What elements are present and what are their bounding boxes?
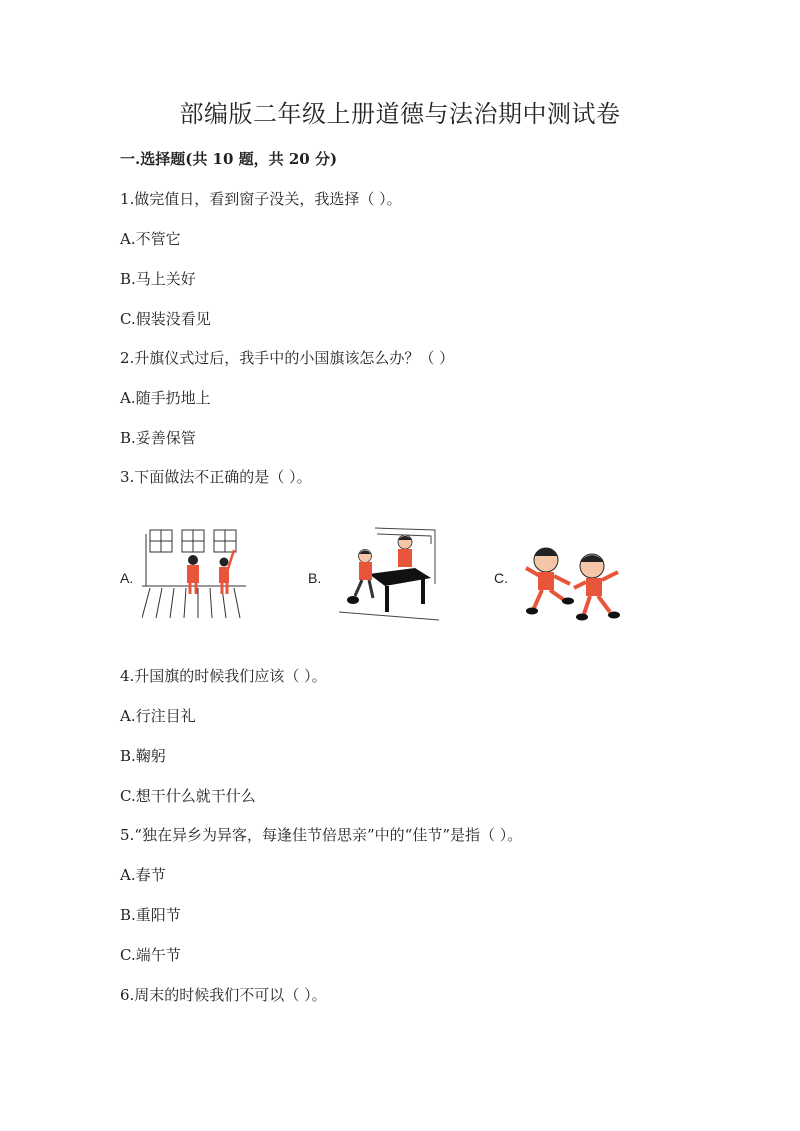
picture-a-label: A. — [120, 570, 134, 586]
q5-option-b: B.重阳节 — [120, 906, 181, 924]
picture-c-children-fighting — [518, 534, 630, 624]
picture-a-children-at-window — [142, 524, 252, 620]
q1-option-b: B.马上关好 — [120, 270, 196, 288]
question-6: 6.周末的时候我们不可以（ ）。 — [120, 986, 327, 1004]
question-1: 1.做完值日，看到窗子没关，我选择（ ）。 — [120, 190, 402, 208]
q5-option-a: A.春节 — [120, 866, 166, 884]
question-2: 2.升旗仪式过后，我手中的小国旗该怎么办？（ ） — [120, 349, 455, 367]
q4-option-b: B.鞠躬 — [120, 747, 166, 765]
q1-option-a: A.不管它 — [120, 230, 181, 248]
q1-option-c: C.假装没看见 — [120, 310, 211, 328]
question-5: 5.“独在异乡为异客，每逢佳节倍思亲”中的“佳节”是指（ ）。 — [120, 826, 523, 844]
question-3-pictures — [120, 524, 640, 624]
q5-option-c: C.端午节 — [120, 946, 181, 964]
q4-option-c: C.想干什么就干什么 — [120, 787, 256, 805]
q2-option-a: A.随手扔地上 — [120, 389, 211, 407]
q2-option-b: B.妥善保管 — [120, 429, 196, 447]
section-heading: 一.选择题(共 10 题，共 20 分) — [120, 150, 338, 168]
q4-option-a: A.行注目礼 — [120, 707, 196, 725]
picture-b-children-at-desk — [335, 524, 441, 624]
page-title: 部编版二年级上册道德与法治期中测试卷 — [179, 100, 621, 128]
question-3: 3.下面做法不正确的是（ ）。 — [120, 468, 312, 486]
picture-c-label: C. — [494, 570, 508, 586]
question-4: 4.升国旗的时候我们应该（ ）。 — [120, 667, 327, 685]
picture-b-label: B. — [308, 570, 322, 586]
